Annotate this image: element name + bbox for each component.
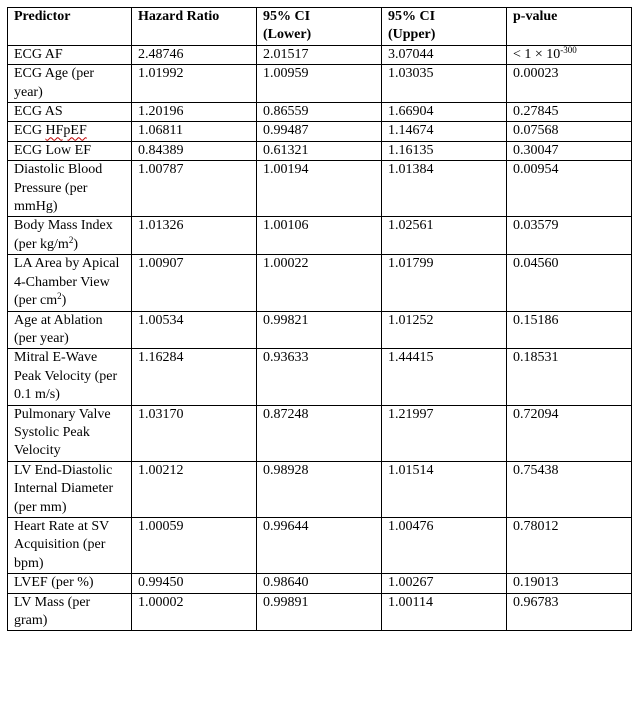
header-predictor: Predictor xyxy=(8,8,132,46)
cell-predictor: Diastolic Blood Pressure (per mmHg) xyxy=(8,161,132,217)
cell-ci-lower: 1.00106 xyxy=(257,217,382,255)
cell-hazard-ratio: 1.06811 xyxy=(132,122,257,141)
table-row xyxy=(8,122,632,141)
table-row xyxy=(8,593,632,631)
table-row xyxy=(8,65,632,103)
table-row xyxy=(8,103,632,122)
cell-ci-upper: 1.03035 xyxy=(382,65,507,103)
cell-ci-upper: 1.02561 xyxy=(382,217,507,255)
cell-predictor xyxy=(8,122,132,141)
cell-p-value: 0.96783 xyxy=(507,593,632,631)
cell-ci-upper: 1.14674 xyxy=(382,122,507,141)
cell-predictor: ECG Low EF xyxy=(8,141,132,160)
cell-ci-lower: 0.99891 xyxy=(257,593,382,631)
cell-ci-upper: 1.16135 xyxy=(382,141,507,160)
hazard-ratio-table xyxy=(7,7,632,631)
table-row xyxy=(8,255,632,311)
predictor-suffix: ) xyxy=(61,293,67,309)
header-p-value: p-value xyxy=(507,8,632,46)
predictor-superscript: 2 xyxy=(57,291,62,302)
cell-predictor: LV Mass (per gram) xyxy=(8,593,132,631)
cell-hazard-ratio: 1.00002 xyxy=(132,593,257,631)
cell-predictor: ECG Age (per year) xyxy=(8,65,132,103)
cell-p-value: 0.30047 xyxy=(507,141,632,160)
cell-ci-lower: 0.86559 xyxy=(257,103,382,122)
cell-ci-lower: 1.00022 xyxy=(257,255,382,311)
p-value-exponent: -300 xyxy=(560,44,577,55)
cell-predictor: ECG AS xyxy=(8,103,132,122)
cell-ci-upper: 1.00476 xyxy=(382,517,507,573)
cell-ci-upper: 1.00114 xyxy=(382,593,507,631)
cell-predictor: Pulmonary Valve Systolic Peak Velocity xyxy=(8,405,132,461)
cell-hazard-ratio: 0.84389 xyxy=(132,141,257,160)
cell-hazard-ratio: 1.00059 xyxy=(132,517,257,573)
cell-p-value: 0.18531 xyxy=(507,349,632,405)
table-row xyxy=(8,574,632,593)
cell-p-value: 0.27845 xyxy=(507,103,632,122)
header-hazard-ratio: Hazard Ratio xyxy=(132,8,257,46)
predictor-suffix: ) xyxy=(73,236,78,252)
table-row xyxy=(8,349,632,405)
cell-ci-lower: 0.98928 xyxy=(257,461,382,517)
predictor-text: LA Area by Apical 4-Chamber View (per cm xyxy=(14,256,120,309)
cell-ci-lower: 1.00194 xyxy=(257,161,382,217)
table-row xyxy=(8,217,632,255)
predictor-prefix: ECG xyxy=(14,123,46,139)
predictor-superscript: 2 xyxy=(68,234,74,245)
header-ci-upper: 95% CI (Upper) xyxy=(382,8,507,46)
cell-p-value: 0.19013 xyxy=(507,574,632,593)
cell-p-value: 0.78012 xyxy=(507,517,632,573)
cell-hazard-ratio: 1.00534 xyxy=(132,311,257,349)
cell-hazard-ratio: 1.16284 xyxy=(132,349,257,405)
cell-ci-lower: 0.99821 xyxy=(257,311,382,349)
cell-ci-upper: 1.01514 xyxy=(382,461,507,517)
cell-ci-upper: 1.21997 xyxy=(382,405,507,461)
predictor-text: Body Mass Index (per kg/m xyxy=(14,218,113,252)
cell-ci-lower: 1.00959 xyxy=(257,65,382,103)
cell-p-value: 0.03579 xyxy=(507,217,632,255)
cell-hazard-ratio: 1.00907 xyxy=(132,255,257,311)
cell-ci-lower: 2.01517 xyxy=(257,45,382,64)
table-header-row xyxy=(8,8,632,46)
cell-predictor: LVEF (per %) xyxy=(8,574,132,593)
cell-ci-lower: 0.93633 xyxy=(257,349,382,405)
cell-ci-upper: 1.01252 xyxy=(382,311,507,349)
cell-predictor xyxy=(8,255,132,311)
header-ci-lower: 95% CI (Lower) xyxy=(257,8,382,46)
cell-p-value: 0.15186 xyxy=(507,311,632,349)
cell-ci-lower: 0.98640 xyxy=(257,574,382,593)
cell-ci-upper: 1.01799 xyxy=(382,255,507,311)
cell-ci-lower: 0.87248 xyxy=(257,405,382,461)
cell-predictor xyxy=(8,217,132,255)
cell-hazard-ratio: 1.00787 xyxy=(132,161,257,217)
cell-hazard-ratio: 1.00212 xyxy=(132,461,257,517)
cell-p-value xyxy=(507,45,632,64)
cell-predictor: Heart Rate at SV Acquisition (per bpm) xyxy=(8,517,132,573)
cell-predictor: LV End-Diastolic Internal Diameter (per mm) xyxy=(8,461,132,517)
cell-p-value: 0.04560 xyxy=(507,255,632,311)
cell-hazard-ratio: 1.01326 xyxy=(132,217,257,255)
table-row xyxy=(8,141,632,160)
cell-p-value: 0.00023 xyxy=(507,65,632,103)
cell-predictor: Mitral E-Wave Peak Velocity (per 0.1 m/s) xyxy=(8,349,132,405)
cell-p-value: 0.00954 xyxy=(507,161,632,217)
table-row xyxy=(8,517,632,573)
cell-ci-upper: 3.07044 xyxy=(382,45,507,64)
table-row xyxy=(8,405,632,461)
table-row xyxy=(8,461,632,517)
cell-hazard-ratio: 2.48746 xyxy=(132,45,257,64)
cell-ci-lower: 0.61321 xyxy=(257,141,382,160)
p-value-base: < 1 × 10 xyxy=(513,46,561,62)
table-row xyxy=(8,45,632,64)
table-row xyxy=(8,161,632,217)
cell-hazard-ratio: 1.03170 xyxy=(132,405,257,461)
cell-ci-lower: 0.99487 xyxy=(257,122,382,141)
cell-hazard-ratio: 0.99450 xyxy=(132,574,257,593)
cell-predictor: ECG AF xyxy=(8,45,132,64)
cell-predictor: Age at Ablation (per year) xyxy=(8,311,132,349)
table-row xyxy=(8,311,632,349)
cell-hazard-ratio: 1.20196 xyxy=(132,103,257,122)
cell-p-value: 0.72094 xyxy=(507,405,632,461)
cell-p-value: 0.07568 xyxy=(507,122,632,141)
cell-ci-lower: 0.99644 xyxy=(257,517,382,573)
cell-p-value: 0.75438 xyxy=(507,461,632,517)
cell-ci-upper: 1.44415 xyxy=(382,349,507,405)
cell-hazard-ratio: 1.01992 xyxy=(132,65,257,103)
cell-ci-upper: 1.01384 xyxy=(382,161,507,217)
cell-ci-upper: 1.66904 xyxy=(382,103,507,122)
spellcheck-flagged-word: HFpEF xyxy=(45,123,87,139)
cell-ci-upper: 1.00267 xyxy=(382,574,507,593)
